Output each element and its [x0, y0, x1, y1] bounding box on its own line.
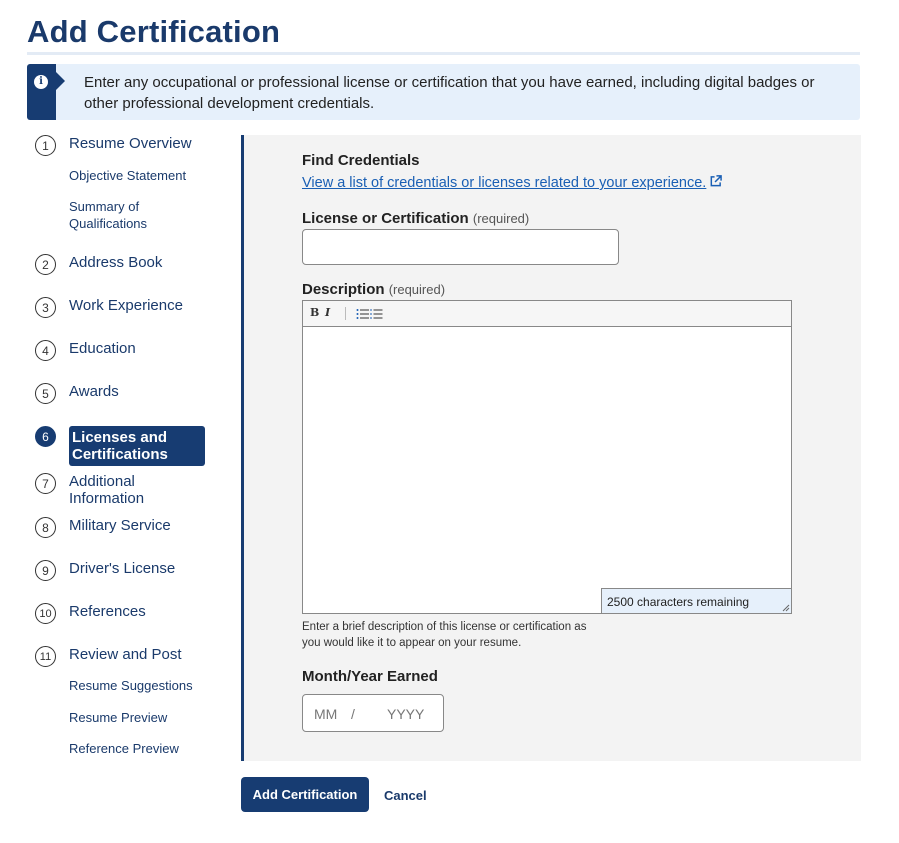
toolbar-separator: [345, 307, 346, 320]
sidebar-subitem-reference-preview[interactable]: Reference Preview: [69, 741, 179, 756]
bold-button[interactable]: B: [310, 306, 320, 319]
sidebar-item-label: Military Service: [69, 517, 171, 534]
info-banner: [27, 64, 860, 120]
sidebar-item-military-service[interactable]: [35, 517, 171, 538]
sidebar-subitem-summary[interactable]: Summary of Qualifications: [69, 199, 148, 231]
character-counter: 2500 characters remaining: [601, 588, 791, 613]
numbered-list-icon[interactable]: [370, 308, 383, 320]
required-note: (required): [472, 211, 530, 226]
description-editor[interactable]: [302, 300, 792, 614]
title-divider: [27, 52, 860, 55]
editor-toolbar: [303, 301, 791, 327]
step-number: 9: [35, 560, 56, 581]
step-number: 1: [35, 135, 56, 156]
description-label-text: Description: [302, 281, 385, 298]
sidebar-item-label: Work Experience: [69, 297, 183, 314]
sidebar-item-additional-information[interactable]: [35, 473, 169, 507]
find-credentials-link-text[interactable]: View a list of credentials or licenses related to your experience.: [302, 175, 707, 191]
find-credentials-heading: Find Credentials: [302, 152, 420, 169]
step-number: 2: [35, 254, 56, 275]
sidebar-item-education[interactable]: [35, 340, 136, 361]
sidebar-item-references[interactable]: [35, 603, 146, 624]
form-panel: [241, 135, 861, 761]
italic-button[interactable]: I: [325, 306, 331, 319]
sidebar-item-review-and-post[interactable]: [35, 646, 182, 667]
step-number: 5: [35, 383, 56, 404]
sidebar-item-label-active[interactable]: Licenses and Certifications: [72, 429, 168, 463]
cert-label-text: License or Certification: [302, 210, 469, 227]
page-title: Add Certification: [27, 14, 281, 49]
step-number: 11: [35, 646, 56, 667]
sidebar-item-resume-overview[interactable]: [35, 135, 192, 156]
description-help-text: Enter a brief description of this license or certification as you would like it to appear on your resume.: [302, 621, 587, 649]
sidebar-subitem-objective[interactable]: Objective Statement: [69, 168, 187, 183]
date-earned-input[interactable]: [302, 694, 444, 732]
sidebar-nav: [27, 135, 207, 830]
info-banner-arrow: [56, 72, 65, 90]
required-note: (required): [388, 282, 446, 297]
bullet-list-icon[interactable]: [356, 308, 370, 320]
step-number: 10: [35, 603, 56, 624]
sidebar-item-work-experience[interactable]: [35, 297, 183, 318]
step-number: 7: [35, 473, 56, 494]
cert-input[interactable]: [302, 229, 619, 265]
info-text: Enter any occupational or professional license or certification that you have earned, including digital badges or other professional development credentials.: [84, 74, 815, 112]
description-label: [302, 281, 445, 298]
external-link-icon: [709, 175, 722, 188]
step-number-active: 6: [35, 426, 56, 447]
info-banner-bar: [27, 64, 56, 120]
step-number: 4: [35, 340, 56, 361]
sidebar-item-address-book[interactable]: [35, 254, 162, 275]
find-credentials-link[interactable]: [302, 175, 722, 191]
sidebar-subitem-resume-suggestions[interactable]: Resume Suggestions: [69, 678, 193, 693]
sidebar-item-label: Education: [69, 340, 136, 357]
info-icon: i: [34, 75, 48, 89]
step-number: 3: [35, 297, 56, 318]
date-earned-label: Month/Year Earned: [302, 668, 438, 685]
sidebar-subitem-resume-preview[interactable]: Resume Preview: [69, 710, 168, 725]
sidebar-item-label: References: [69, 603, 146, 620]
sidebar-item-label: Resume Overview: [69, 135, 192, 152]
sidebar-item-label: Driver's License: [69, 560, 176, 577]
sidebar-item-awards[interactable]: [35, 383, 119, 404]
year-field[interactable]: YYYY: [387, 706, 425, 722]
sidebar-item-licenses-certifications[interactable]: [35, 426, 56, 447]
sidebar-item-label: Awards: [69, 383, 119, 400]
step-number: 8: [35, 517, 56, 538]
cert-label: [302, 210, 529, 227]
sidebar-item-drivers-license[interactable]: [35, 560, 175, 581]
add-certification-button[interactable]: Add Certification: [241, 777, 369, 812]
month-field[interactable]: MM: [314, 706, 338, 722]
resize-handle-icon[interactable]: [782, 604, 790, 612]
sidebar-item-label: Address Book: [69, 254, 163, 271]
sidebar-item-label: Review and Post: [69, 646, 182, 663]
sidebar-item-label: Additional Information: [69, 473, 145, 507]
cancel-link[interactable]: Cancel: [384, 788, 427, 803]
date-separator: /: [351, 706, 355, 722]
